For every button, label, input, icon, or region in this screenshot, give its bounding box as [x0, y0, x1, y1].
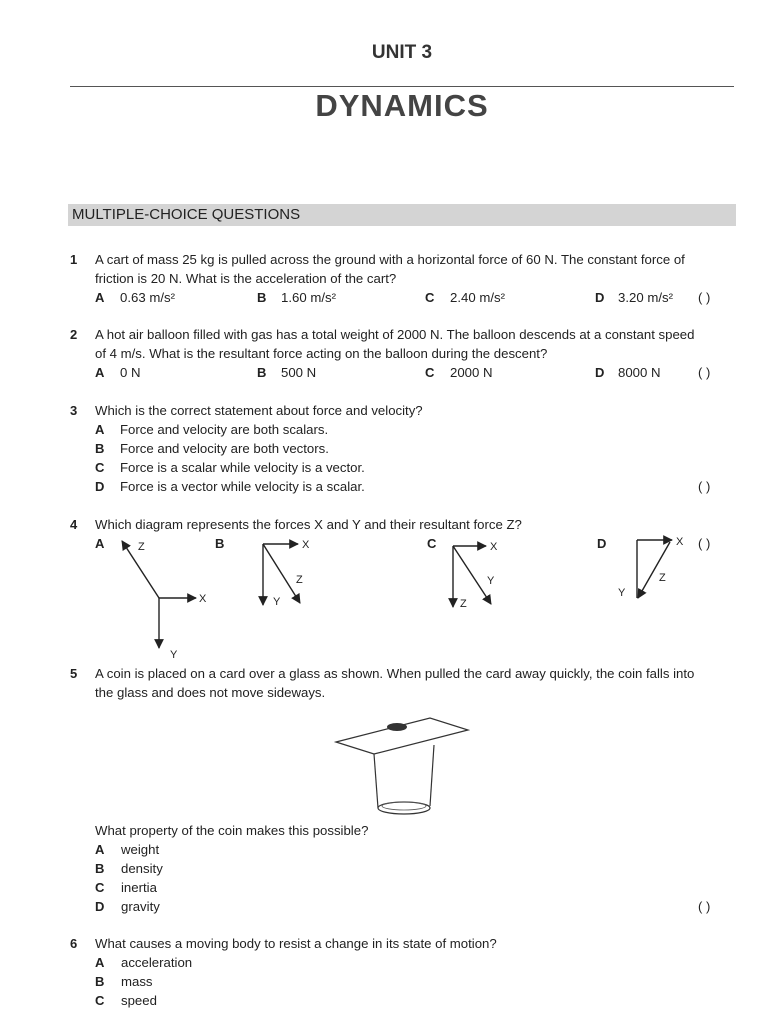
question-stem: Which diagram represents the forces X and Y and their resultant force Z? [95, 517, 522, 532]
answer-bracket[interactable]: ( ) [698, 899, 711, 914]
label-y: Y [273, 596, 281, 608]
option-text: 0 N [120, 365, 141, 380]
page-title: DYNAMICS [315, 88, 489, 123]
coin-card-glass-illustration [330, 700, 470, 820]
question-stem-line: the glass and does not move sideways. [95, 685, 326, 700]
option-text: 2.40 m/s² [450, 290, 505, 305]
option-text: inertia [121, 880, 157, 895]
question-stem-line: A cart of mass 25 kg is pulled across the ground with a horizontal force of 60 N. The constant force of [95, 252, 685, 267]
option-letter: B [95, 861, 105, 876]
option-letter: D [95, 899, 105, 914]
option-text: 3.20 m/s² [618, 290, 673, 305]
option-letter: B [95, 441, 105, 456]
question-stem-line: A hot air balloon filled with gas has a total weight of 2000 N. The balloon descends at a constant speed [95, 327, 695, 342]
answer-bracket[interactable]: ( ) [698, 479, 711, 494]
option-letter: B [257, 290, 267, 305]
question-number: 2 [70, 327, 78, 342]
label-x: X [676, 536, 684, 548]
label-z: Z [296, 574, 303, 586]
option-letter: A [95, 422, 105, 437]
answer-bracket[interactable]: ( ) [698, 536, 711, 551]
label-x: X [199, 593, 207, 605]
question-stem-line: of 4 m/s. What is the resultant force acting on the balloon during the descent? [95, 346, 548, 361]
option-letter: A [95, 536, 105, 551]
card [336, 718, 468, 754]
option-letter: D [595, 365, 605, 380]
option-letter: A [95, 955, 105, 970]
option-text: 0.63 m/s² [120, 290, 175, 305]
option-letter: B [95, 974, 105, 989]
question-stem: Which is the correct statement about force and velocity? [95, 403, 423, 418]
label-y: Y [487, 575, 495, 587]
question-number: 3 [70, 403, 78, 418]
question-number: 4 [70, 517, 78, 532]
option-text: 500 N [281, 365, 317, 380]
option-letter: C [95, 880, 105, 895]
option-letter: C [425, 365, 435, 380]
option-text: Force is a vector while velocity is a scalar. [120, 479, 365, 494]
option-letter: D [595, 290, 605, 305]
option-text: Force and velocity are both vectors. [120, 441, 329, 456]
question-number: 6 [70, 936, 78, 951]
vector-z-line [263, 544, 300, 603]
label-z: Z [138, 541, 145, 553]
option-letter: C [95, 460, 105, 475]
glass-left-wall [374, 754, 378, 808]
label-x: X [302, 539, 310, 551]
option-letter: C [427, 536, 437, 551]
option-letter: D [597, 536, 607, 551]
option-text: Force is a scalar while velocity is a vector. [120, 460, 365, 475]
section-title: MULTIPLE-CHOICE QUESTIONS [72, 206, 301, 223]
option-text: acceleration [121, 955, 193, 970]
option-text: mass [121, 974, 153, 989]
answer-bracket[interactable]: ( ) [698, 290, 711, 305]
answer-bracket[interactable]: ( ) [698, 365, 711, 380]
option-text: gravity [121, 899, 160, 914]
option-letter: B [257, 365, 267, 380]
vector-y-line [453, 546, 491, 604]
question-stem: What causes a moving body to resist a change in its state of motion? [95, 936, 497, 951]
label-z: Z [659, 572, 666, 584]
question-number: 1 [70, 252, 78, 267]
option-letter: C [95, 993, 105, 1008]
option-text: 1.60 m/s² [281, 290, 336, 305]
label-x: X [490, 541, 498, 553]
option-text: 2000 N [450, 365, 493, 380]
option-letter: A [95, 290, 105, 305]
option-text: speed [121, 993, 157, 1008]
option-letter: B [215, 536, 225, 551]
vector-z-line [638, 542, 670, 598]
option-letter: A [95, 365, 105, 380]
option-letter: C [425, 290, 435, 305]
question-stem-line: friction is 20 N. What is the acceleration of the cart? [95, 271, 397, 286]
question-stem-line: A coin is placed on a card over a glass as shown. When pulled the card away quickly, the coin falls into [95, 666, 695, 681]
option-text: density [121, 861, 163, 876]
option-letter: A [95, 842, 105, 857]
option-text: weight [121, 842, 160, 857]
label-y: Y [618, 587, 626, 599]
unit-heading: UNIT 3 [371, 42, 433, 63]
label-z: Z [460, 598, 467, 610]
option-text: Force and velocity are both scalars. [120, 422, 329, 437]
label-y: Y [170, 649, 178, 661]
option-text: 8000 N [618, 365, 661, 380]
option-letter: D [95, 479, 105, 494]
question-prompt: What property of the coin makes this possible? [95, 823, 369, 838]
glass-right-wall [430, 745, 434, 806]
question-number: 5 [70, 666, 78, 681]
coin [387, 723, 407, 731]
